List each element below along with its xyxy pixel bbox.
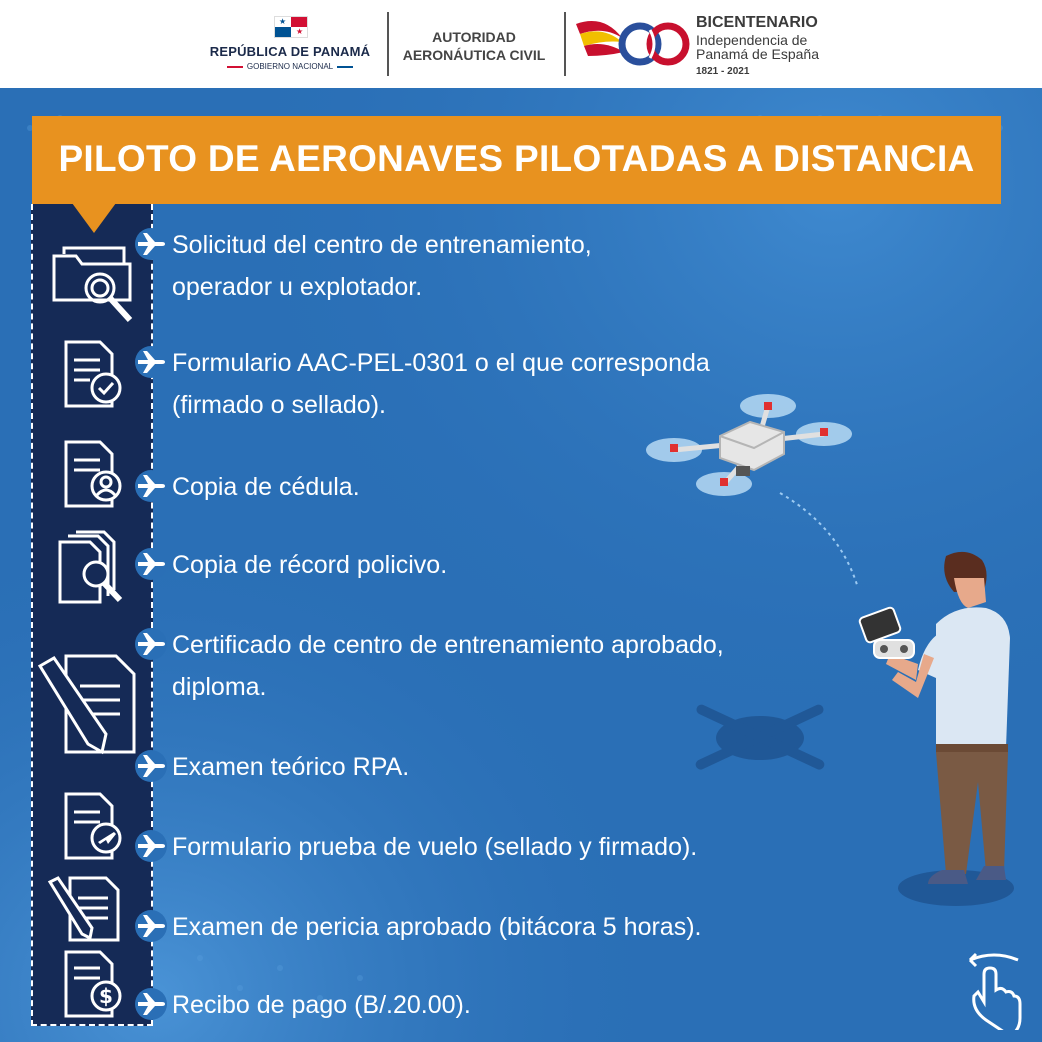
panama-flag-icon: ★ ★ bbox=[274, 16, 308, 38]
requirement-text: Recibo de pago (B/.20.00). bbox=[172, 991, 471, 1019]
documents-search-icon bbox=[56, 530, 132, 608]
airplane-icon bbox=[134, 469, 168, 503]
requirement-text: Certificado de centro de entrenamiento aprobado, diploma. bbox=[172, 631, 724, 701]
authority-line-2: AERONÁUTICA CIVIL bbox=[402, 47, 546, 63]
airplane-icon bbox=[134, 749, 168, 783]
svg-text:$: $ bbox=[99, 984, 113, 1008]
requirement-text: Formulario prueba de vuelo (sellado y firmado). bbox=[172, 833, 698, 861]
requirement-text: Copia de cédula. bbox=[172, 473, 360, 501]
bicentennial-years: 1821 - 2021 bbox=[696, 66, 750, 77]
airplane-icon bbox=[134, 627, 168, 661]
header-divider bbox=[387, 12, 389, 76]
pilot-person-illustration bbox=[856, 548, 1016, 910]
bicentennial-title: BICENTENARIO bbox=[696, 14, 818, 31]
document-pen-icon bbox=[46, 874, 130, 944]
drone-illustration bbox=[640, 388, 856, 500]
swipe-hand-icon bbox=[962, 950, 1024, 1030]
airplane-icon bbox=[134, 829, 168, 863]
authority-line-1: AUTORIDAD bbox=[432, 29, 516, 45]
document-plane-icon bbox=[60, 790, 130, 862]
bicentennial-line-2: Panamá de España bbox=[696, 46, 819, 62]
requirement-text: Examen de pericia aprobado (bitácora 5 horas). bbox=[172, 913, 702, 941]
airplane-icon bbox=[134, 987, 168, 1021]
requirement-text: Solicitud del centro de entrenamiento, operador u explotador. bbox=[172, 231, 592, 301]
authority-name bbox=[392, 28, 556, 64]
page-title: PILOTO DE AERONAVES PILOTADAS A DISTANCIA bbox=[58, 138, 975, 179]
header-bar bbox=[0, 0, 1042, 88]
bicentennial-line-1: Independencia de bbox=[696, 32, 808, 48]
airplane-icon bbox=[134, 345, 168, 379]
bicentennial-subtitle bbox=[696, 33, 819, 61]
document-id-icon bbox=[60, 438, 130, 510]
document-dollar-icon bbox=[60, 950, 130, 1020]
document-check-icon bbox=[60, 338, 130, 410]
document-pen-icon bbox=[34, 652, 144, 756]
requirement-text: Examen teórico RPA. bbox=[172, 753, 410, 781]
bicentennial-logo-icon bbox=[574, 12, 694, 74]
folder-search-icon bbox=[50, 236, 140, 326]
requirement-text: Formulario AAC-PEL-0301 o el que corresponda (firmado o sellado). bbox=[172, 349, 710, 419]
header-divider bbox=[564, 12, 566, 76]
title-pointer bbox=[72, 203, 116, 233]
airplane-icon bbox=[134, 547, 168, 581]
requirement-text: Copia de récord policivo. bbox=[172, 551, 448, 579]
airplane-icon bbox=[134, 227, 168, 261]
title-banner bbox=[32, 116, 1001, 204]
republic-subtitle: GOBIERNO NACIONAL bbox=[208, 62, 372, 71]
airplane-icon bbox=[134, 909, 168, 943]
republic-name: REPÚBLICA DE PANAMÁ bbox=[209, 44, 371, 59]
